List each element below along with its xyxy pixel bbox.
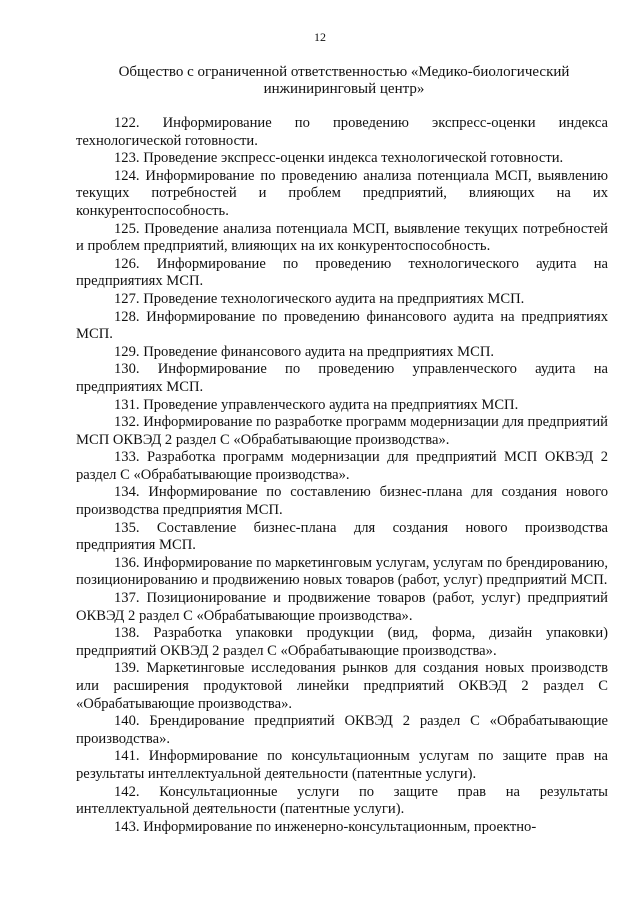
list-item-135: 135. Составление бизнес-плана для создания нового производства предприятия МСП. [76, 519, 608, 554]
list-item-140: 140. Брендирование предприятий ОКВЭД 2 раздел С «Обрабатывающие производства». [76, 713, 608, 747]
list-item-133: 133. Разработка программ модернизации для предприятий МСП ОКВЭД 2 раздел С «Обрабатывающие производства». [76, 449, 608, 483]
list-item-124: 124. Информирование по проведению анализа потенциала МСП, выявлению текущих потребностей и проблем предприятий, влияющих на их конкурентоспособность. [76, 167, 608, 219]
list-item-141: 141. Информирование по консультационным услугам по защите прав на результаты интеллектуальной деятельности (патентные услуги). [76, 748, 608, 782]
list-item-123: 123. Проведение экспресс-оценки индекса технологической готовности. [114, 150, 564, 167]
organization-title: Общество с ограниченной ответственностью «Медико-биологический инжиниринговый центр» [118, 64, 570, 97]
list-item-137: 137. Позиционирование и продвижение товаров (работ, услуг) предприятий ОКВЭД 2 раздел С «Обрабатывающие производства». [76, 590, 608, 624]
list-item-136: 136. Информирование по маркетинговым услугам, услугам по брендированию, позиционированию и продвижению новых товаров (работ, услуг) предприятий МСП. [76, 554, 608, 589]
list-item-130: 130. Информирование по проведению управленческого аудита на предприятиях МСП. [76, 361, 608, 395]
list-item-143: 143. Информирование по инженерно-консультационным, проектно- [114, 818, 537, 835]
services-list [76, 115, 608, 836]
list-item-139: 139. Маркетинговые исследования рынков для создания новых производств или расширения продуктовой линейки предприятий ОКВЭД 2 раздел С «Обрабатывающие производства». [76, 660, 608, 712]
list-item-127: 127. Проведение технологического аудита на предприятиях МСП. [114, 290, 525, 307]
list-item-122: 122. Информирование по проведению экспресс-оценки индекса технологической готовности. [76, 115, 608, 149]
list-item-126: 126. Информирование по проведению технологического аудита на предприятиях МСП. [76, 255, 608, 290]
list-item-134: 134. Информирование по составлению бизнес-плана для создания нового производства предприятия МСП. [76, 484, 608, 519]
list-item-125: 125. Проведение анализа потенциала МСП, выявление текущих потребностей и проблем предприятий, влияющих на их конкурентоспособность. [76, 220, 608, 255]
list-item-129: 129. Проведение финансового аудита на предприятиях МСП. [114, 343, 495, 360]
list-item-132: 132. Информирование по разработке программ модернизации для предприятий МСП ОКВЭД 2 раздел С «Обрабатывающие производства». [76, 414, 608, 448]
list-item-142: 142. Консультационные услуги по защите прав на результаты интеллектуальной деятельности (патентные услуги). [76, 783, 608, 818]
list-item-131: 131. Проведение управленческого аудита на предприятиях МСП. [114, 396, 519, 413]
list-item-128: 128. Информирование по проведению финансового аудита на предприятиях МСП. [76, 308, 608, 343]
page-number: 12 [314, 30, 326, 44]
list-item-138: 138. Разработка упаковки продукции (вид, форма, дизайн упаковки) предприятий ОКВЭД 2 раздел С «Обрабатывающие производства». [76, 625, 608, 659]
